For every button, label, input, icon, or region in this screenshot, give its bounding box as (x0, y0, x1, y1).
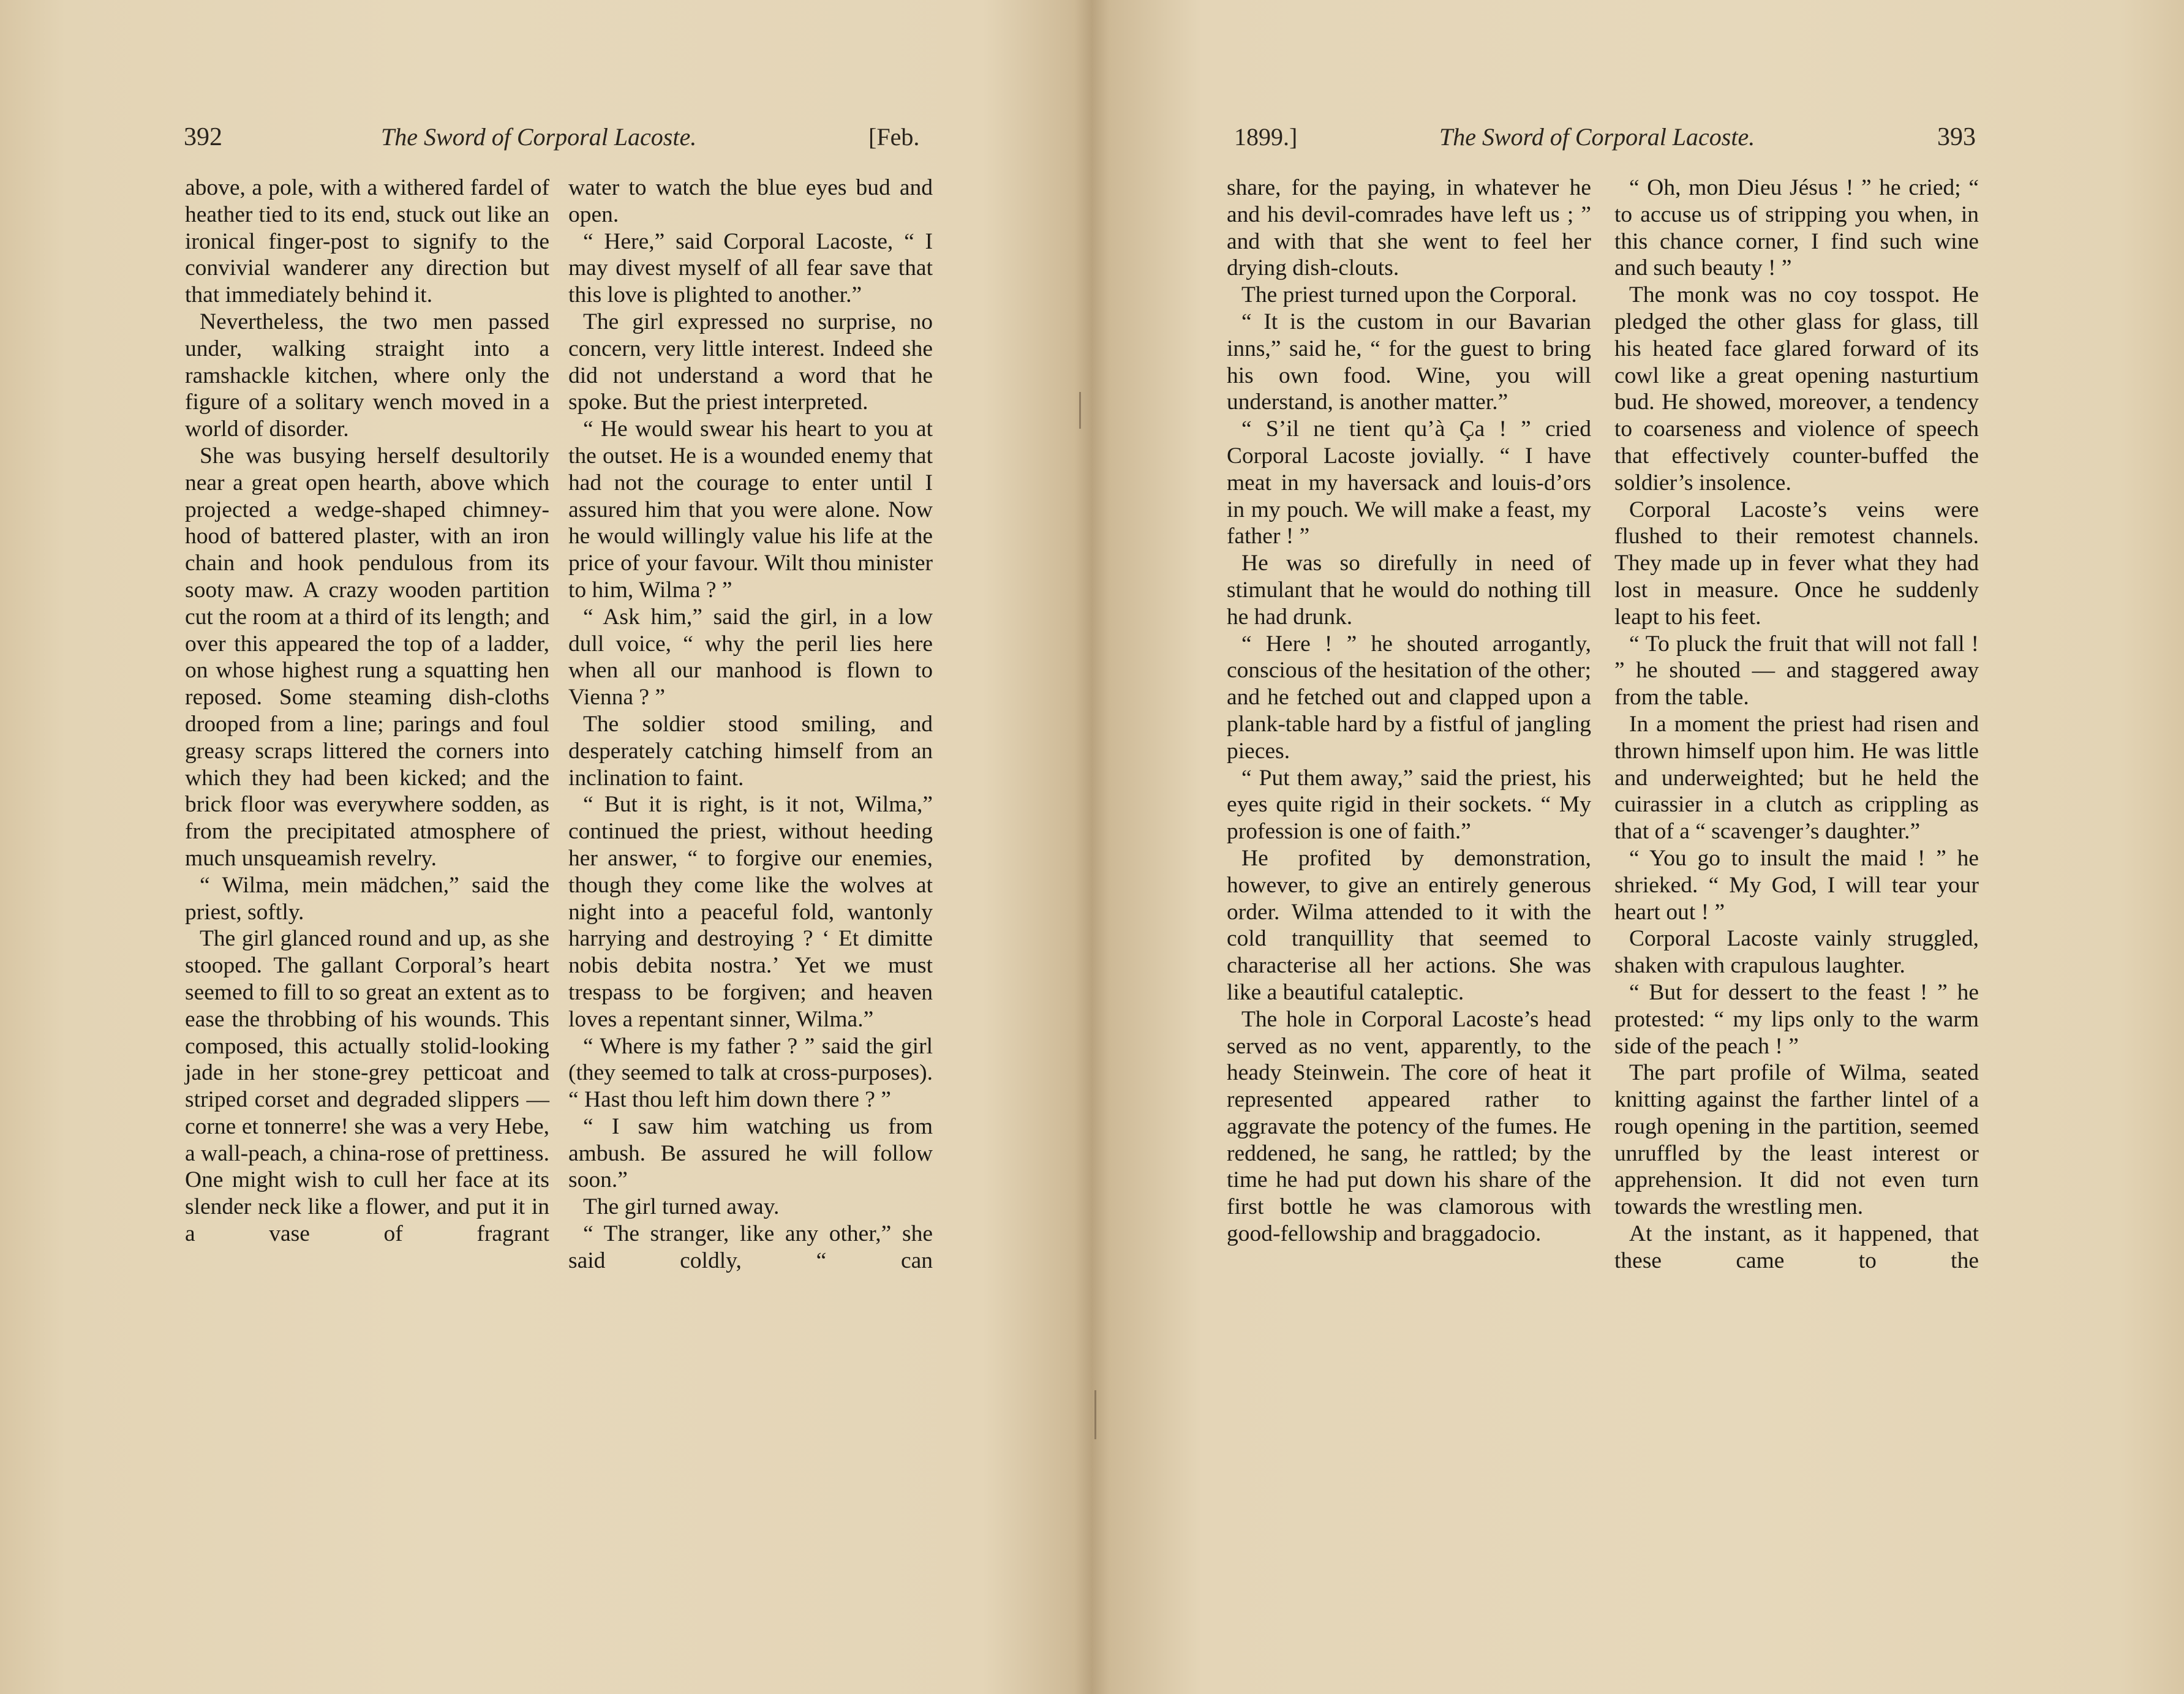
right-running-head (1092, 122, 2184, 165)
paragraph: The soldier stood smiling, and desperately catching himself from an inclination to faint. (568, 711, 933, 791)
left-running-title: The Sword of Corporal Lacoste. (381, 123, 697, 151)
paragraph: Corporal Lacoste’s veins were flushed to their remotest channels. They made up in fever what they had lost in measure. Once he suddenly leapt to his feet. (1614, 497, 1979, 630)
paragraph: “ S’il ne tient qu’à Ça ! ” cried Corporal Lacoste jovially. “ I have meat in my haversack and louis-d’ors in my pouch. We will make a feast, my father ! ” (1227, 416, 1591, 549)
paragraph: The girl turned away. (583, 1194, 780, 1220)
paragraph: The priest turned upon the Corporal. (1241, 282, 1577, 308)
paragraph: In a moment the priest had risen and thrown himself upon him. He was little and underweighted; but he held the cuirassier in a clutch as crippling as that of a “ scavenger’s daughter.” (1614, 711, 1979, 845)
right-column-1 (1227, 175, 1591, 1248)
paragraph: “ Where is my father ? ” said the girl (they seemed to talk at cross-purposes). “ Hast thou left him down there ? ” (568, 1033, 933, 1113)
paragraph: The girl glanced round and up, as she stooped. The gallant Corporal’s heart seemed to fill to so great an extent as to ease the throbbing of his wounds. This composed, this actually stolid-looking jade in her stone-grey petticoat and striped corset and degraded slippers — corne et tonnerre! she was a very Hebe, a wall-peach, a china-rose of prettiness. One might wish to cull her face at its slender neck like a flower, and put it in a vase of fragrant (185, 926, 549, 1247)
right-page-number: 393 (1937, 123, 1976, 151)
paragraph: water to watch the blue eyes bud and open. (568, 175, 933, 227)
paragraph: “ It is the custom in our Bavarian inns,” said he, “ for the guest to bring his own food. Wine, you will understand, is another matter.” (1227, 309, 1591, 415)
paragraph: He profited by demonstration, however, to give an entirely generous order. Wilma attended to it with the cold tranquillity that seemed to characterise all her actions. She was like a beautiful cataleptic. (1227, 845, 1591, 1005)
left-column-2 (568, 175, 933, 1274)
paragraph: Corporal Lacoste vainly struggled, shaken with crapulous laughter. (1614, 926, 1979, 979)
paragraph: “ He would swear his heart to you at the outset. He is a wounded enemy that had not the courage to enter until I assured him that you were alone. Now he would willingly value his life at the price of your favour. Wilt thou minister to him, Wilma ? ” (568, 416, 933, 603)
right-page (1092, 0, 2184, 1694)
paragraph: “ To pluck the fruit that will not fall ! ” he shouted — and staggered away from the table. (1614, 631, 1979, 710)
gutter-mark (1079, 392, 1081, 429)
paragraph: At the instant, as it happened, that these came to the (1614, 1221, 1979, 1273)
right-running-date: 1899.] (1234, 123, 1298, 151)
paragraph: “ The stranger, like any other,” she said coldly, “ can (568, 1221, 933, 1273)
paragraph: The girl expressed no surprise, no concern, very little interest. Indeed she did not understand a word that he spoke. But the priest interpreted. (568, 309, 933, 415)
gutter-mark (1094, 1390, 1096, 1439)
paragraph: The part profile of Wilma, seated knitting against the farther lintel of a rough opening in the partition, seemed unruffled by the least interest or apprehension. It did not even turn towards the wrestling men. (1614, 1060, 1979, 1220)
right-running-title: The Sword of Corporal Lacoste. (1439, 123, 1755, 151)
paragraph: He was so direfully in need of stimulant that he would do nothing till he had drunk. (1227, 551, 1591, 630)
paragraph: She was busying herself desultorily near a great open hearth, above which projected a wedge-shaped chimney-hood of battered plaster, with an iron chain and hook pendulous from its sooty maw. A crazy wooden partition cut the room at a third of its length; and over this appeared the top of a ladder, on whose highest rung a squatting hen reposed. Some steaming dish-cloths drooped from a line; parings and foul greasy scraps littered the corners into which they had been kicked; and the brick floor was everywhere sodden, as from the precipitated atmosphere of much unsqueamish revelry. (185, 443, 549, 871)
paragraph: “ Here,” said Corporal Lacoste, “ I may divest myself of all fear save that this love is plighted to another.” (568, 228, 933, 308)
paragraph: The hole in Corporal Lacoste’s head served as no vent, apparently, to the heady Steinwein. The core of heat it represented appeared rather to aggravate the potency of the fumes. He reddened, he sang, he rattled; by the time he had put down his share of the first bottle he was clamorous with good-fellowship and braggadocio. (1227, 1006, 1591, 1247)
paragraph: “ But for dessert to the feast ! ” he protested: “ my lips only to the warm side of the peach ! ” (1614, 979, 1979, 1059)
left-column-1 (185, 175, 549, 1248)
left-running-date: [Feb. (868, 123, 920, 151)
right-column-2 (1614, 175, 1979, 1274)
paragraph: “ But it is right, is it not, Wilma,” continued the priest, without heeding her answer, “ to forgive our enemies, though they come like the wolves at night into a peaceful fold, wantonly harrying and destroying ? ‘ Et dimitte nobis debita nostra.’ Yet we must trespass to be forgiven; and heaven loves a repentant sinner, Wilma.” (568, 792, 933, 1032)
paragraph: “ Wilma, mein mädchen,” said the priest, softly. (185, 872, 549, 925)
paragraph: Nevertheless, the two men passed under, walking straight into a ramshackle kitchen, where only the figure of a solitary wench moved in a world of disorder. (185, 309, 549, 442)
paragraph: “ I saw him watching us from ambush. Be assured he will follow soon.” (568, 1113, 933, 1193)
paragraph: “ Ask him,” said the girl, in a low dull voice, “ why the peril lies here when all our manhood is flown to Vienna ? ” (568, 604, 933, 710)
paragraph: “ Here ! ” he shouted arrogantly, conscious of the hesitation of the other; and he fetched out and clapped upon a plank-table hard by a fistful of jangling pieces. (1227, 631, 1591, 764)
paragraph: above, a pole, with a withered fardel of heather tied to its end, stuck out like an ironical finger-post to signify to the convivial wanderer any direction but that immediately behind it. (185, 175, 549, 308)
paragraph: “ Put them away,” said the priest, his eyes quite rigid in their sockets. “ My profession is one of faith.” (1227, 765, 1591, 845)
paragraph: “ You go to insult the maid ! ” he shrieked. “ My God, I will tear your heart out ! ” (1614, 845, 1979, 925)
left-page-number: 392 (184, 123, 222, 151)
paragraph: The monk was no coy tosspot. He pledged the other glass for glass, till his heated face glared forward of its cowl like a great opening nasturtium bud. He showed, moreover, a tendency to coarseness and violence of speech that effectively counter-buffed the soldier’s insolence. (1614, 282, 1979, 495)
paragraph: “ Oh, mon Dieu Jésus ! ” he cried; “ to accuse us of stripping you when, in this chance corner, I find such wine and such beauty ! ” (1614, 175, 1979, 281)
paragraph: share, for the paying, in whatever he and his devil-comrades have left us ; ” and with that she went to feel her drying dish-clouts. (1227, 175, 1591, 281)
left-running-head (0, 122, 1092, 165)
